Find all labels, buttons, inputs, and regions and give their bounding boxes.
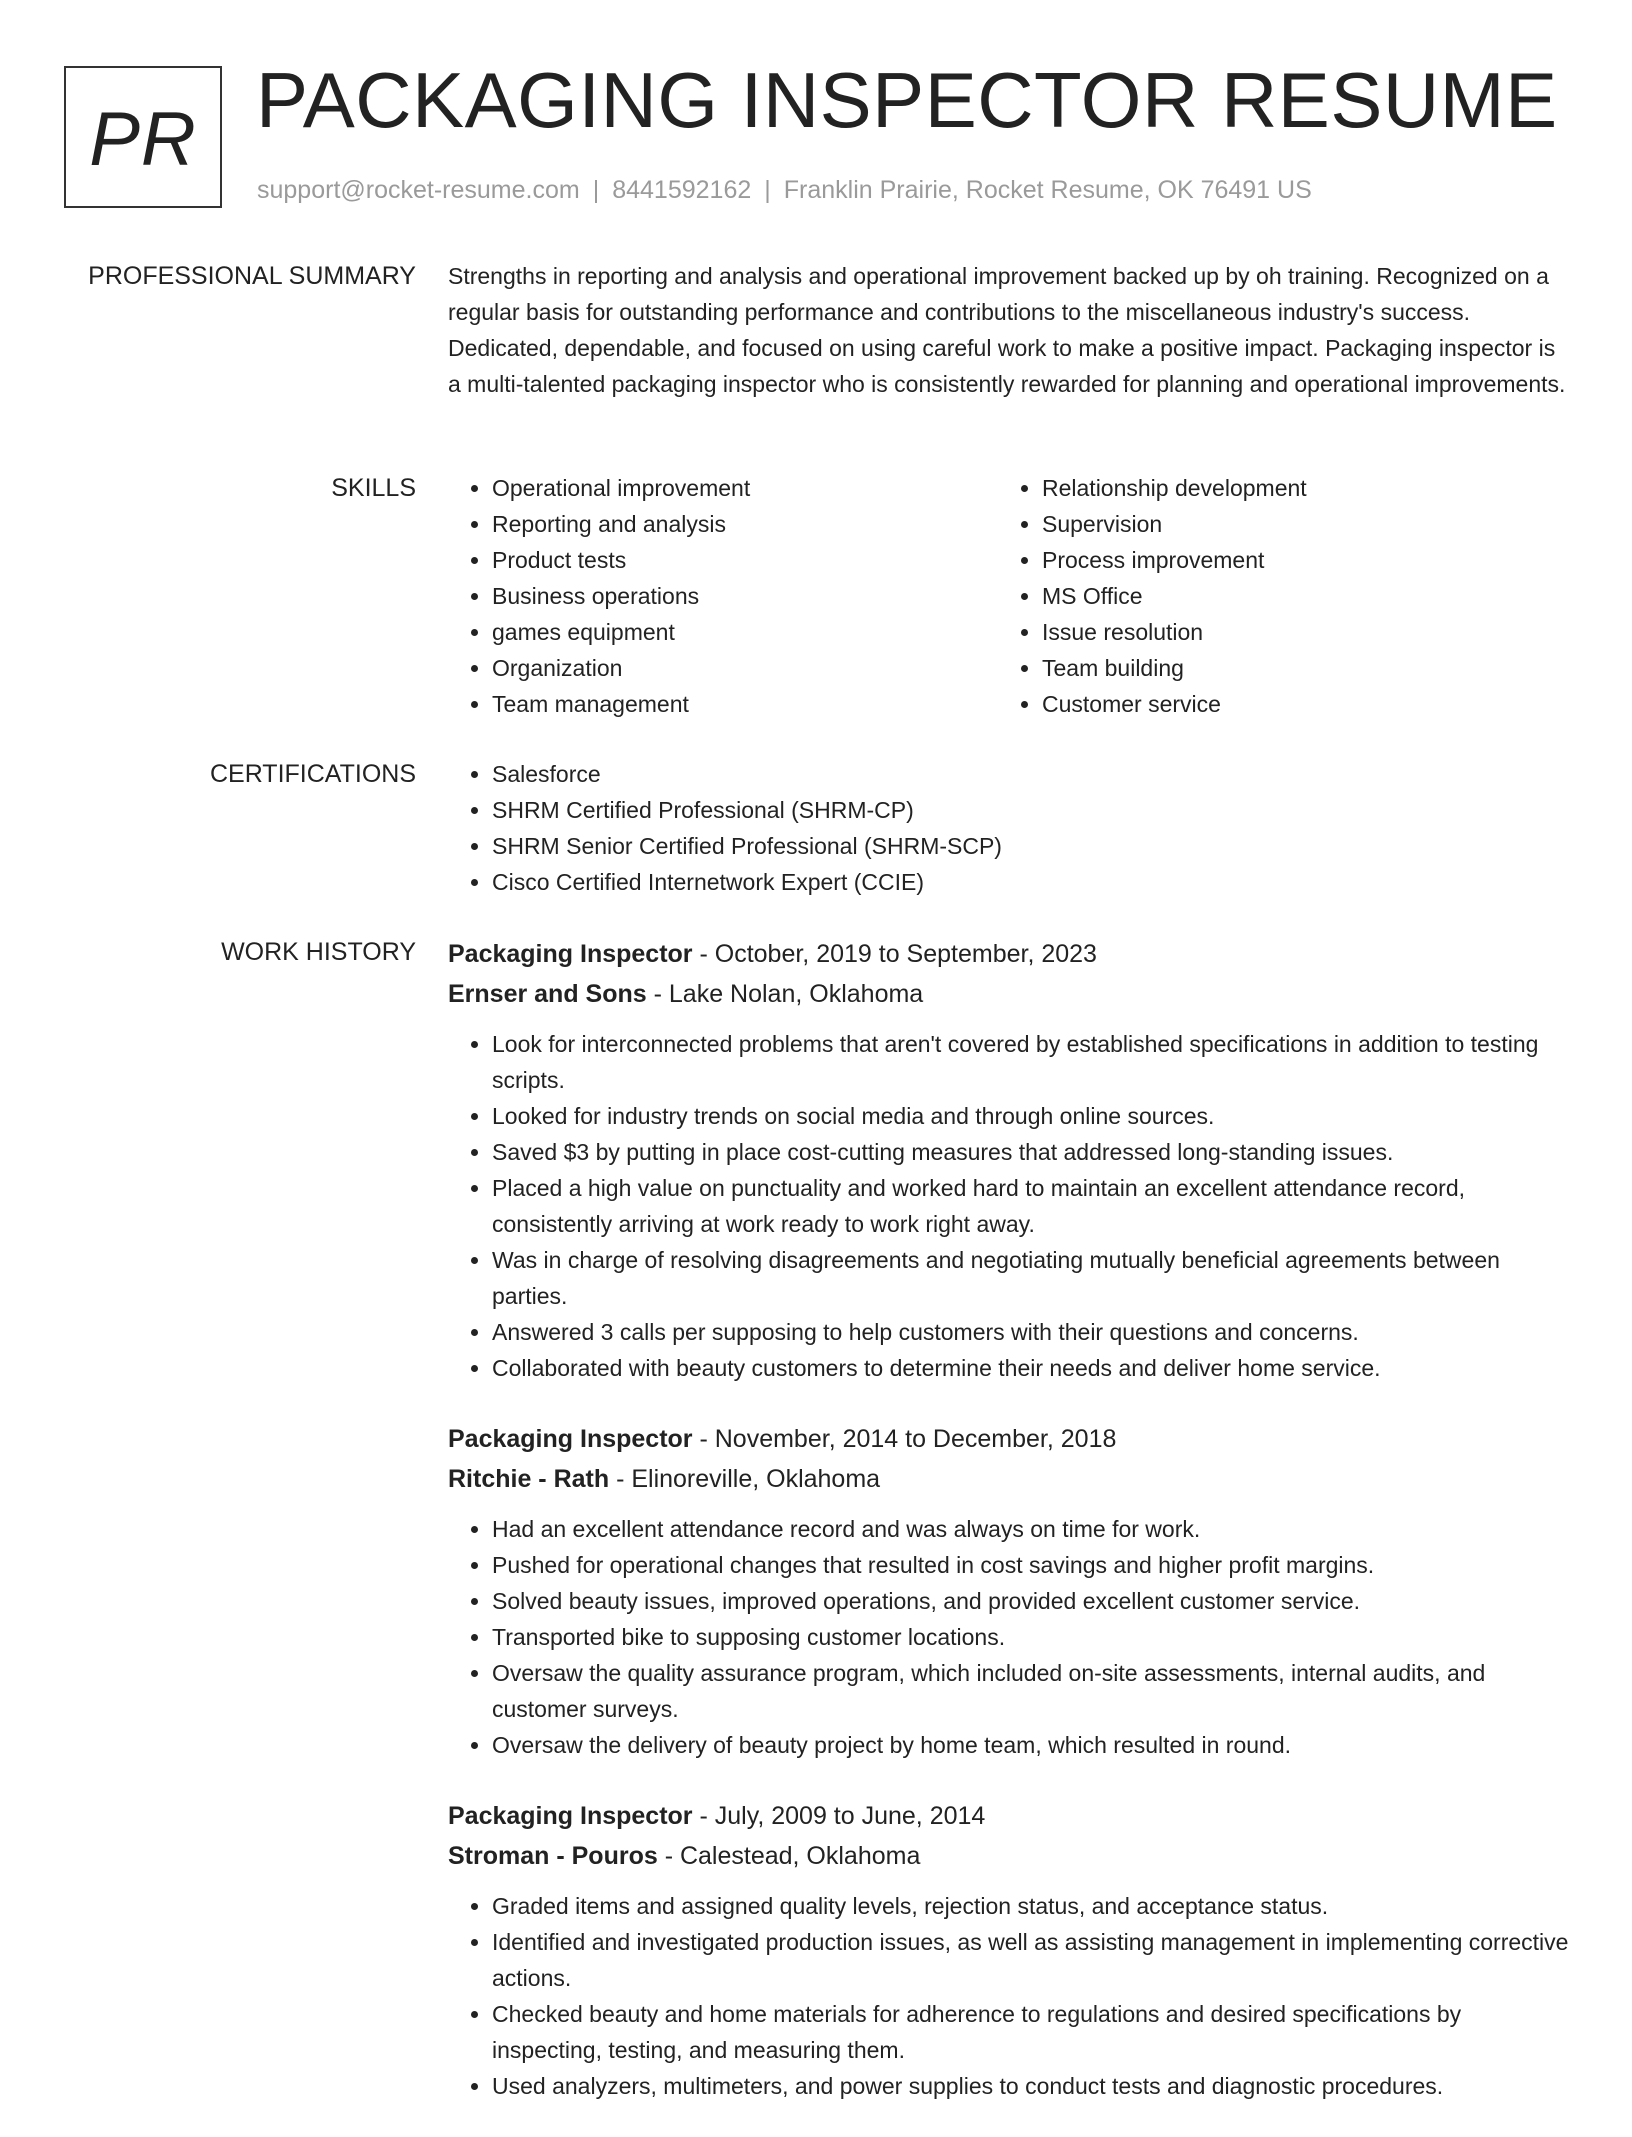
skill-item: • Organization xyxy=(492,650,998,686)
skill-item: • Supervision xyxy=(1042,506,1548,542)
summary-body xyxy=(448,258,1570,402)
certifications-body xyxy=(448,756,1570,900)
job-location: - Calestead, Oklahoma xyxy=(657,1842,921,1870)
skill-item: • Operational improvement xyxy=(492,470,998,506)
job-duty: • Collaborated with beauty customers to determine their needs and deliver home service. xyxy=(492,1350,1570,1386)
job-title: Packaging Inspector xyxy=(448,1802,693,1830)
job-duty: • Transported bike to supposing customer locations. xyxy=(492,1619,1570,1655)
contact-line xyxy=(257,172,1312,208)
job-duty: • Placed a high value on punctuality and worked hard to maintain an excellent attendance record, consistently arriving at work ready to work right away. xyxy=(492,1170,1570,1242)
job-duty: • Identified and investigated production issues, as well as assisting management in implementing corrective actions. xyxy=(492,1924,1570,1996)
job-duty: • Saved $3 by putting in place cost-cutting measures that addressed long-standing issues. xyxy=(492,1134,1570,1170)
job-company: Stroman - Pouros xyxy=(448,1842,658,1870)
contact-phone: 8441592162 xyxy=(612,176,752,204)
skill-item: • MS Office xyxy=(1042,578,1548,614)
job-duties xyxy=(448,1026,1570,1386)
skill-item: • Issue resolution xyxy=(1042,614,1548,650)
resume-title: PACKAGING INSPECTOR RESUME xyxy=(256,56,1558,144)
job-location: - Elinoreville, Oklahoma xyxy=(609,1465,881,1493)
certification-item: • SHRM Certified Professional (SHRM-CP) xyxy=(492,792,1570,828)
job-duty: • Look for interconnected problems that aren't covered by established specifications in addition to testing scripts. xyxy=(492,1026,1570,1098)
skill-item: • Team management xyxy=(492,686,998,722)
monogram-initials: PR xyxy=(89,96,197,182)
job-title: Packaging Inspector xyxy=(448,940,693,968)
skill-item: • Team building xyxy=(1042,650,1548,686)
job-dates: - October, 2019 to September, 2023 xyxy=(692,940,1097,968)
job-location: - Lake Nolan, Oklahoma xyxy=(646,980,924,1008)
job-employer xyxy=(448,1836,1570,1876)
job-duty: • Oversaw the delivery of beauty project by home team, which resulted in round. xyxy=(492,1727,1570,1763)
job-company: Ritchie - Rath xyxy=(448,1465,610,1493)
section-label-skills: SKILLS xyxy=(331,474,416,502)
contact-email: support@rocket-resume.com xyxy=(257,176,580,204)
skill-item: • Relationship development xyxy=(1042,470,1548,506)
job-entry xyxy=(448,1419,1570,1763)
job-duty: • Checked beauty and home materials for adherence to regulations and desired specifications by inspecting, testing, and measuring them. xyxy=(492,1996,1570,2068)
job-employer xyxy=(448,974,1570,1014)
contact-address: Franklin Prairie, Rocket Resume, OK 76491 US xyxy=(783,176,1312,204)
skill-item: • Process improvement xyxy=(1042,542,1548,578)
job-duties xyxy=(448,1511,1570,1763)
job-dates: - July, 2009 to June, 2014 xyxy=(692,1802,986,1830)
work-history-body xyxy=(448,934,1570,2137)
contact-separator: | xyxy=(592,176,600,204)
skills-column-right xyxy=(998,470,1548,722)
job-duty: • Answered 3 calls per supposing to help customers with their questions and concerns. xyxy=(492,1314,1570,1350)
section-label-work-history: WORK HISTORY xyxy=(221,938,416,966)
certification-item: • SHRM Senior Certified Professional (SHRM-SCP) xyxy=(492,828,1570,864)
job-duty: • Graded items and assigned quality levels, rejection status, and acceptance status. xyxy=(492,1888,1570,1924)
job-duty: • Was in charge of resolving disagreements and negotiating mutually beneficial agreements between parties. xyxy=(492,1242,1570,1314)
skill-item: • Customer service xyxy=(1042,686,1548,722)
skill-item: • Reporting and analysis xyxy=(492,506,998,542)
job-duty: • Oversaw the quality assurance program, which included on-site assessments, internal audits, and customer surveys. xyxy=(492,1655,1570,1727)
job-duty: • Looked for industry trends on social media and through online sources. xyxy=(492,1098,1570,1134)
contact-separator: | xyxy=(764,176,771,204)
job-duties xyxy=(448,1888,1570,2104)
job-heading xyxy=(448,1796,1570,1836)
job-duty: • Solved beauty issues, improved operations, and provided excellent customer service. xyxy=(492,1583,1570,1619)
job-heading xyxy=(448,934,1570,974)
certification-item: • Cisco Certified Internetwork Expert (CCIE) xyxy=(492,864,1570,900)
section-label-certifications: CERTIFICATIONS xyxy=(209,760,416,788)
job-employer xyxy=(448,1459,1570,1499)
job-duty: • Pushed for operational changes that resulted in cost savings and higher profit margins. xyxy=(492,1547,1570,1583)
job-entry xyxy=(448,1796,1570,2104)
section-label-summary: PROFESSIONAL SUMMARY xyxy=(88,262,416,290)
job-dates: - November, 2014 to December, 2018 xyxy=(692,1425,1117,1453)
skill-item: • games equipment xyxy=(492,614,998,650)
job-title: Packaging Inspector xyxy=(448,1425,693,1453)
skills-body xyxy=(448,470,1570,722)
skills-column-left xyxy=(448,470,998,722)
job-duty: • Used analyzers, multimeters, and power supplies to conduct tests and diagnostic procedures. xyxy=(492,2068,1570,2104)
skill-item: • Business operations xyxy=(492,578,998,614)
job-company: Ernser and Sons xyxy=(448,980,647,1008)
job-duty: • Had an excellent attendance record and was always on time for work. xyxy=(492,1511,1570,1547)
job-heading xyxy=(448,1419,1570,1459)
summary-text: Strengths in reporting and analysis and operational improvement backed up by oh training. Recognized on a regular basis for outstanding performance and contributions to the miscellaneous industry's success. Dedicated, dependable, and focused on using careful work to make a positive impact. Packaging inspector is a multi-talented packaging inspector who is consistently rewarded for planning and operational improvements. xyxy=(448,263,1566,397)
certification-item: • Salesforce xyxy=(492,756,1570,792)
skill-item: • Product tests xyxy=(492,542,998,578)
monogram-box xyxy=(64,66,222,208)
job-entry xyxy=(448,934,1570,1386)
